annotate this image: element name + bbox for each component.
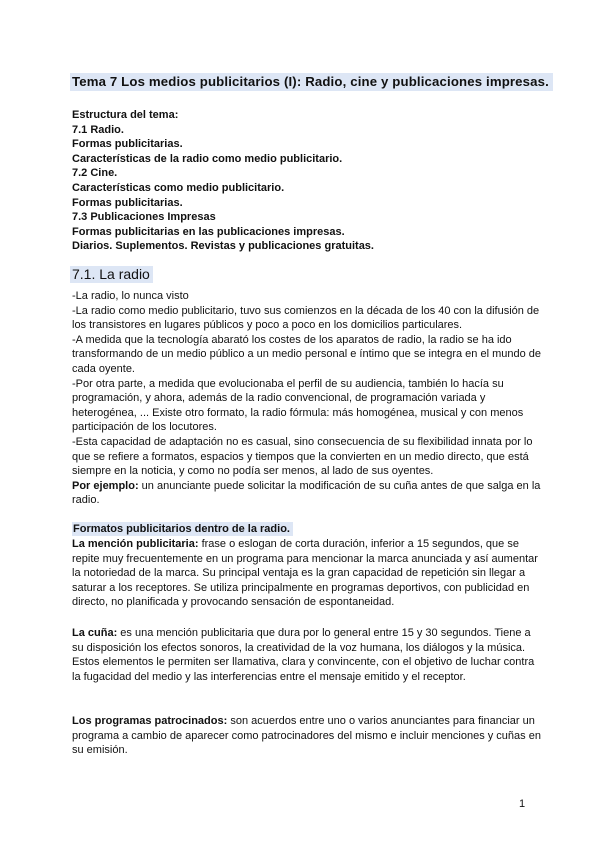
radio-paragraph: -A medida que la tecnología abarató los costes de los aparatos de radio, la radio se ha ido transformando de un medio público a un medio personal e íntimo que se integra en el mundo de cada oyente. (72, 333, 542, 375)
radio-paragraph: -La radio, lo nunca visto (72, 290, 189, 302)
format-term: La cuña: (72, 627, 118, 639)
outline-line: 7.1 Radio. (72, 123, 124, 136)
outline-line: Características como medio publicitario. (72, 181, 285, 194)
example-label: Por ejemplo: (72, 479, 139, 492)
page-number: 1 (519, 798, 526, 810)
example-paragraph (72, 479, 542, 508)
outline-line: Formas publicitarias en las publicaciones impresas. (72, 225, 345, 238)
document-title: Tema 7 Los medios publicitarios (I): Radio, cine y publicaciones impresas. (70, 73, 553, 91)
format-term: Los programas patrocinados: (72, 715, 228, 727)
format-text: frase o eslogan de corta duración, inferior a 15 segundos, que se repite muy frecuentemente en un programa para mencionar la marca anunciada y así aumentar la notoriedad de la marca. Su principal ventaja es la gran capacidad de repetición sin llegar a saturar a los receptores. Se utiliza principalmente en programas deportivos, con publicidad en directo, no planificada y provocando sensación de espontaneidad. (72, 538, 538, 609)
radio-paragraph: -La radio como medio publicitario, tuvo sus comienzos en la década de los 40 con la difusión de los transistores en lugares públicos y poco a poco en los domicilios particulares. (72, 304, 540, 332)
example-text: un anunciante puede solicitar la modificación de su cuña antes de que salga en la radio. (72, 479, 541, 507)
outline-line: 7.2 Cine. (72, 167, 118, 180)
outline-line: Formas publicitarias. (72, 196, 183, 209)
section-heading: 7.1. La radio (70, 266, 153, 283)
format-text: son acuerdos entre uno o varios anunciantes para financiar un programa a cambio de aparecer como patrocinadores del mismo e incluir menciones y cuñas en su emisión. (72, 715, 541, 757)
outline-line: 7.3 Publicaciones Impresas (72, 211, 216, 224)
format-text: es una mención publicitaria que dura por lo general entre 15 y 30 segundos. Tiene a su disposición los efectos sonoros, la creatividad de la voz humana, los diálogos y la música. Estos elementos le permiten ser llamativa, clara y convincente, con el objetivo de luchar contra la fugacidad del medio y las interferencias entre el mensaje emitido y el receptor. (72, 627, 535, 683)
radio-paragraph: -Por otra parte, a medida que evolucionaba el perfil de su audiencia, también lo hacía su programación, y ahora, además de la radio convencional, de programación variada y heterogénea, ... Existe otro formato, la radio fórmula: más homogénea, musical y con menos participación de los locutores. (72, 377, 524, 434)
format-term: La mención publicitaria: (72, 538, 199, 550)
format-paragraph (72, 714, 542, 758)
outline-line: Diarios. Suplementos. Revistas y publicaciones gratuitas. (72, 240, 374, 253)
outline-line: Formas publicitarias. (72, 138, 183, 151)
outline-line: Estructura del tema: (72, 109, 179, 121)
topic-outline (72, 108, 374, 254)
radio-paragraph: -Esta capacidad de adaptación no es casual, sino consecuencia de su flexibilidad innata por lo que se refiere a formatos, espacios y tiempos que la convierten en un medio directo, que está siempre en la noticia, y como no podía ser menos, al lado de sus oyentes. (72, 436, 533, 478)
outline-line: Características de la radio como medio publicitario. (72, 152, 343, 165)
subheading: Formatos publicitarios dentro de la radio. (72, 522, 293, 536)
format-paragraph (72, 537, 542, 610)
format-paragraph (72, 626, 542, 684)
